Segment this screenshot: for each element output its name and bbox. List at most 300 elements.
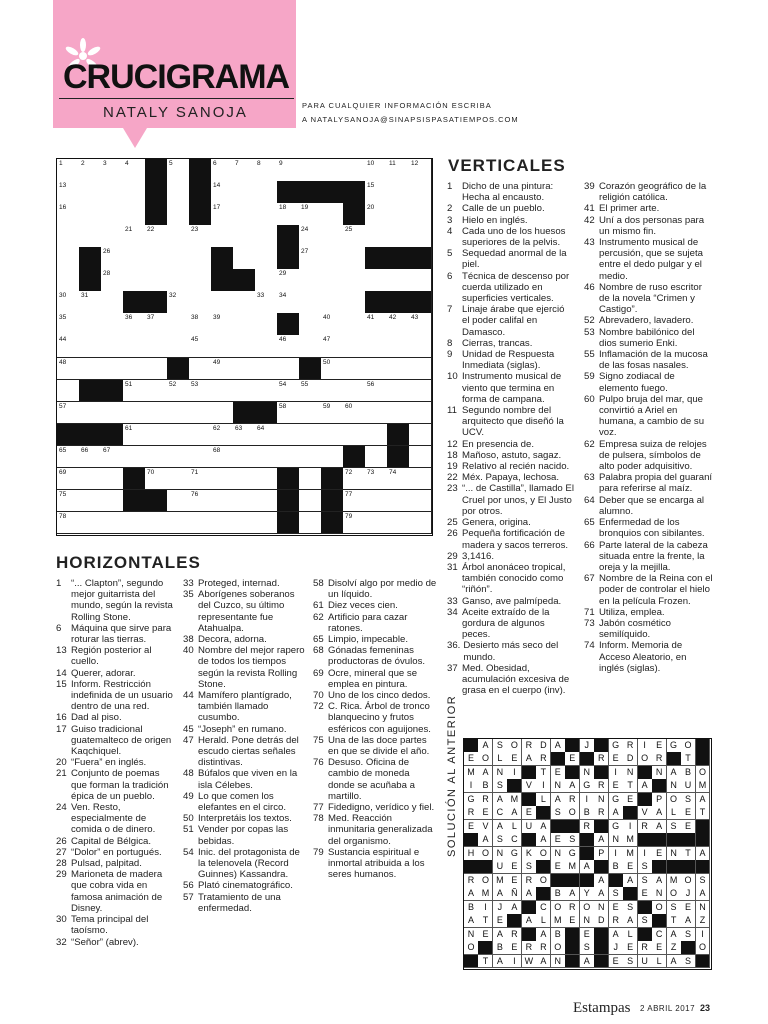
grid-cell	[123, 269, 146, 292]
grid-cell	[189, 313, 212, 336]
solution-letter: S	[623, 901, 638, 915]
grid-cell	[343, 468, 366, 491]
grid-cell	[387, 225, 410, 248]
clue-item	[584, 495, 714, 517]
clue-text: Aborígenes soberanos del Cuzco, su último representante fue Atahualpa.	[198, 589, 295, 634]
solution-letter: B	[609, 860, 624, 874]
clue-number: 52	[169, 380, 177, 388]
solution-letter: R	[536, 752, 551, 766]
clue-item	[313, 634, 438, 645]
solution-letter: O	[580, 901, 595, 915]
solution-letter: S	[667, 820, 682, 834]
clue-text: Med. Reacción inmunitaria generalizada del organismo.	[328, 813, 433, 847]
clue-number: 32	[169, 292, 177, 300]
solution-letter: O	[551, 901, 566, 915]
grid-cell	[57, 490, 80, 513]
grid-cell	[79, 291, 102, 314]
solution-letter: I	[638, 739, 653, 753]
clue-text: El primer arte.	[599, 203, 660, 215]
black-cell	[79, 424, 102, 447]
grid-cell	[167, 313, 190, 336]
solution-black-cell	[652, 779, 667, 793]
solution-letter: E	[565, 752, 580, 766]
grid-cell	[233, 380, 256, 403]
black-cell	[277, 313, 300, 336]
clue-item	[447, 663, 574, 697]
solution-letter: A	[681, 914, 696, 928]
grid-cell	[57, 512, 80, 535]
clue-number: 42	[584, 214, 595, 226]
solution-letter: R	[638, 941, 653, 955]
grid-cell	[387, 203, 410, 226]
clue-number: 63	[235, 424, 243, 432]
clue-number: 1	[56, 578, 62, 589]
clue-number: 46	[584, 281, 595, 293]
clue-number: 24	[56, 802, 67, 814]
black-cell	[277, 181, 300, 204]
grid-cell	[123, 512, 146, 535]
grid-cell	[79, 203, 102, 226]
magazine-name: Estampas	[573, 1000, 631, 1016]
solution-black-cell	[667, 860, 682, 874]
grid-cell	[211, 203, 234, 226]
clue-number: 26	[447, 528, 458, 540]
clue-item	[56, 578, 178, 623]
solution-letter: S	[681, 955, 696, 969]
solution-letter: O	[696, 941, 711, 955]
solution-letter: N	[623, 766, 638, 780]
black-cell	[167, 358, 190, 381]
contact-line: PARA CUALQUIER INFORMACIÓN ESCRIBA	[302, 101, 492, 110]
solution-letter: M	[623, 833, 638, 847]
clue-text: Cierras, trancas.	[462, 337, 533, 349]
black-cell	[387, 446, 410, 469]
grid-cell	[255, 468, 278, 491]
solution-letter: E	[609, 752, 624, 766]
grid-cell	[167, 446, 190, 469]
issue-date: 2 ABRIL 2017	[640, 1004, 696, 1013]
solution-grid	[463, 738, 712, 970]
clue-text: Ganso, ave palmípeda.	[462, 595, 562, 607]
grid-cell	[365, 159, 388, 182]
solution-black-cell	[522, 833, 537, 847]
clue-number: 65	[59, 446, 67, 454]
grid-cell	[255, 181, 278, 204]
clue-text: Región posterior al cuello.	[71, 645, 152, 668]
grid-cell	[101, 181, 124, 204]
grid-cell	[255, 424, 278, 447]
grid-cell	[145, 358, 168, 381]
black-cell	[277, 225, 300, 248]
clue-number: 16	[59, 204, 67, 212]
black-cell	[343, 181, 366, 204]
grid-cell	[299, 159, 322, 182]
grid-cell	[255, 446, 278, 469]
clue-item	[56, 937, 178, 948]
solution-letter: C	[493, 806, 508, 820]
solution-letter: C	[652, 928, 667, 942]
grid-cell	[365, 335, 388, 358]
grid-cell	[101, 490, 124, 513]
grid-cell	[57, 291, 80, 314]
clue-item	[447, 517, 574, 528]
grid-cell	[299, 291, 322, 314]
clue-text: Marioneta de madera que cobra vida en famosa animación de Disney.	[71, 869, 163, 914]
grid-cell	[255, 313, 278, 336]
grid-cell	[211, 424, 234, 447]
solution-black-cell	[623, 887, 638, 901]
solution-letter: N	[551, 847, 566, 861]
grid-cell	[57, 313, 80, 336]
grid-cell	[189, 335, 212, 358]
clue-item	[447, 640, 574, 662]
clue-item	[447, 203, 574, 214]
solution-black-cell	[638, 833, 653, 847]
clue-text: Nombre de ruso escritor de la novela “Crimen y Castigo”.	[599, 281, 702, 316]
solution-letter: A	[652, 820, 667, 834]
clue-text: Una de las doce partes en que se divide el año.	[328, 734, 430, 758]
grid-cell	[299, 402, 322, 425]
grid-cell	[365, 380, 388, 403]
grid-cell	[277, 402, 300, 425]
solution-letter: I	[478, 901, 493, 915]
clue-number: 39	[213, 314, 221, 322]
solution-letter: O	[667, 793, 682, 807]
clue-number: 7	[235, 160, 239, 167]
clue-number: 78	[59, 512, 67, 520]
clue-item	[584, 315, 714, 326]
solution-letter: P	[594, 847, 609, 861]
solution-letter: A	[536, 833, 551, 847]
grid-cell	[343, 380, 366, 403]
solution-letter: R	[594, 806, 609, 820]
clue-number: 15	[367, 182, 375, 190]
grid-cell	[277, 358, 300, 381]
solution-letter: L	[536, 914, 551, 928]
grid-cell	[189, 446, 212, 469]
clue-number: 76	[313, 757, 324, 769]
solution-letter: D	[594, 914, 609, 928]
solution-letter: A	[522, 752, 537, 766]
solution-letter: L	[536, 793, 551, 807]
clue-item	[584, 618, 714, 640]
clue-item	[447, 461, 574, 472]
clue-number: 31	[447, 561, 458, 573]
black-cell	[123, 468, 146, 491]
black-cell	[409, 291, 432, 314]
grid-cell	[321, 335, 344, 358]
grid-cell	[145, 269, 168, 292]
clue-item	[56, 668, 178, 679]
grid-cell	[167, 468, 190, 491]
clue-text: Unidad de Respuesta Inmediata (siglas).	[462, 349, 555, 372]
clue-number: 79	[345, 512, 353, 520]
solution-letter: E	[565, 914, 580, 928]
clue-number: 44	[59, 336, 67, 344]
clue-number: 7	[447, 304, 453, 316]
grid-cell	[233, 247, 256, 270]
solution-black-cell	[565, 928, 580, 942]
black-cell	[233, 269, 256, 292]
grid-cell	[343, 490, 366, 513]
grid-cell	[277, 424, 300, 447]
grid-cell	[189, 291, 212, 314]
grid-cell	[321, 446, 344, 469]
grid-cell	[211, 358, 234, 381]
clue-text: Pulpo bruja del mar, que convirtió a Ariel en humana, a cambio de su voz.	[599, 393, 705, 439]
clue-number: 21	[56, 768, 67, 780]
solution-letter: S	[681, 928, 696, 942]
clue-number: 66	[584, 539, 595, 551]
black-cell	[299, 181, 322, 204]
clue-item	[183, 824, 308, 846]
grid-cell	[101, 468, 124, 491]
solution-black-cell	[638, 901, 653, 915]
clue-number: 37	[147, 314, 155, 322]
solution-letter: Z	[667, 941, 682, 955]
solution-letter: N	[609, 833, 624, 847]
solution-letter: E	[522, 806, 537, 820]
solution-letter: E	[507, 874, 522, 888]
clue-text: Corazón geográfico de la religión católica.	[599, 181, 707, 204]
clue-text: Parte lateral de la cabeza situada entre la frente, la oreja y la mejilla.	[599, 539, 708, 573]
solution-letter: A	[493, 820, 508, 834]
solution-letter: E	[681, 806, 696, 820]
solution-letter: A	[565, 887, 580, 901]
grid-cell	[211, 313, 234, 336]
clue-number: 24	[301, 226, 309, 234]
clue-text: “... Clapton”, segundo mejor guitarrista del mundo, según la revista Rolling Stone.	[71, 578, 173, 623]
clue-number: 42	[389, 314, 397, 322]
solution-letter: S	[609, 887, 624, 901]
grid-cell	[365, 203, 388, 226]
solution-letter: O	[667, 887, 682, 901]
solution-letter: D	[623, 752, 638, 766]
solution-black-cell	[580, 833, 595, 847]
solution-letter: E	[652, 941, 667, 955]
verticales-heading: VERTICALES	[448, 156, 566, 175]
grid-cell	[211, 490, 234, 513]
solution-letter: E	[507, 860, 522, 874]
solution-letter: E	[580, 928, 595, 942]
clue-text: 3,1416.	[462, 550, 495, 562]
grid-cell	[409, 313, 432, 336]
clue-number: 8	[447, 337, 453, 349]
solution-letter: A	[594, 833, 609, 847]
clue-number: 63	[584, 472, 595, 484]
grid-cell	[101, 291, 124, 314]
clue-number: 60	[584, 393, 595, 405]
grid-cell	[409, 490, 432, 513]
clue-number: 77	[345, 490, 353, 498]
clue-number: 56	[183, 880, 194, 892]
clue-item	[584, 439, 714, 473]
solution-letter: R	[522, 941, 537, 955]
contact-info	[302, 99, 519, 127]
solution-black-cell	[464, 860, 479, 874]
clue-text: “Fuera” en inglés.	[71, 757, 147, 769]
solution-letter: B	[478, 779, 493, 793]
clue-number: 25	[447, 517, 458, 529]
grid-cell	[101, 335, 124, 358]
solution-black-cell	[522, 928, 537, 942]
clue-text: Ven. Resto, especialmente de comida o de dinero.	[71, 802, 156, 836]
grid-cell	[57, 358, 80, 381]
solution-letter: I	[609, 766, 624, 780]
grid-cell	[189, 358, 212, 381]
solution-letter: E	[623, 793, 638, 807]
solution-black-cell	[565, 766, 580, 780]
grid-cell	[387, 490, 410, 513]
grid-cell	[409, 402, 432, 425]
grid-cell	[365, 402, 388, 425]
clue-item	[183, 813, 308, 824]
solution-letter: R	[522, 739, 537, 753]
grid-cell	[409, 424, 432, 447]
solution-letter: S	[638, 914, 653, 928]
clue-number: 40	[183, 645, 194, 657]
solution-letter: A	[667, 766, 682, 780]
solution-black-cell	[696, 860, 711, 874]
solution-black-cell	[565, 955, 580, 969]
solution-letter: M	[696, 779, 711, 793]
solution-letter: E	[551, 833, 566, 847]
solution-letter: O	[638, 752, 653, 766]
clue-number: 70	[313, 690, 324, 702]
clue-text: Signo zodiacal de elemento fuego.	[599, 371, 675, 394]
black-cell	[189, 203, 212, 226]
horizontales-heading: HORIZONTALES	[56, 553, 201, 572]
grid-cell	[321, 380, 344, 403]
clue-text: Sequedad anormal de la piel.	[462, 248, 567, 271]
clue-text: Utiliza, emplea.	[599, 606, 665, 618]
solution-black-cell	[478, 860, 493, 874]
grid-cell	[255, 490, 278, 513]
clue-number: 3	[103, 160, 107, 167]
clue-item	[313, 813, 438, 847]
clue-number: 43	[584, 237, 595, 249]
solution-letter: T	[681, 752, 696, 766]
solution-black-cell	[696, 820, 711, 834]
grid-cell	[299, 203, 322, 226]
solution-letter: L	[493, 752, 508, 766]
clue-number: 59	[323, 402, 331, 410]
grid-cell	[387, 335, 410, 358]
clue-number: 58	[313, 578, 324, 589]
solution-letter: N	[580, 914, 595, 928]
clue-number: 72	[313, 701, 324, 713]
black-cell	[277, 468, 300, 491]
clue-text: Decora, adorna.	[198, 634, 267, 646]
solution-letter: O	[507, 739, 522, 753]
crossword-grid	[56, 158, 433, 536]
solution-letter: A	[507, 806, 522, 820]
clue-number: 54	[279, 380, 287, 388]
solution-black-cell	[464, 739, 479, 753]
clue-number: 65	[313, 634, 324, 646]
solution-letter: I	[638, 847, 653, 861]
solution-letter: A	[493, 928, 508, 942]
solution-letter: Y	[580, 887, 595, 901]
clue-number: 22	[447, 472, 458, 484]
grid-cell	[233, 225, 256, 248]
grid-cell	[409, 181, 432, 204]
grid-cell	[145, 424, 168, 447]
clue-item	[584, 517, 714, 539]
clue-number: 16	[56, 712, 67, 724]
grid-cell	[101, 358, 124, 381]
solution-black-cell	[696, 833, 711, 847]
solution-letter: K	[522, 847, 537, 861]
clue-text: Artificio para cazar ratones.	[328, 611, 408, 634]
grid-cell	[57, 203, 80, 226]
solution-letter: E	[493, 914, 508, 928]
solution-letter: I	[464, 779, 479, 793]
clue-number: 57	[59, 402, 67, 410]
clue-text: Sustancia espiritual e inmortal atribuida a los seres humanos.	[328, 846, 425, 881]
solution-black-cell	[696, 955, 711, 969]
grid-cell	[255, 225, 278, 248]
grid-cell	[167, 512, 190, 535]
black-cell	[321, 512, 344, 535]
grid-cell	[79, 181, 102, 204]
clue-item	[313, 757, 438, 802]
solution-letter: D	[536, 739, 551, 753]
clue-text: C. Rica. Árbol de tronco blanquecino y frutos esféricos con aguijones.	[328, 701, 431, 735]
clue-number: 34	[447, 606, 458, 618]
clue-item	[447, 450, 574, 461]
solution-letter: I	[507, 955, 522, 969]
grid-cell	[233, 446, 256, 469]
grid-cell	[101, 225, 124, 248]
solution-letter: E	[507, 752, 522, 766]
solution-letter: S	[696, 874, 711, 888]
grid-cell	[167, 402, 190, 425]
clue-item	[313, 600, 438, 611]
solution-letter: I	[696, 928, 711, 942]
grid-cell	[233, 358, 256, 381]
clue-text: “Joseph” en rumano.	[198, 723, 287, 735]
clue-text: Enfermedad de los bronquios con sibilantes.	[599, 517, 705, 540]
solution-letter: A	[478, 739, 493, 753]
black-cell	[365, 247, 388, 270]
clue-number: 49	[213, 358, 221, 366]
clue-number: 19	[301, 204, 309, 212]
clue-text: Búfalos que viven en la isla Célebes.	[198, 768, 298, 791]
solution-letter: E	[551, 766, 566, 780]
grid-cell	[57, 380, 80, 403]
clue-number: 27	[56, 846, 67, 858]
clue-number: 61	[125, 424, 133, 432]
solution-letter: E	[609, 779, 624, 793]
clue-number: 33	[257, 292, 265, 300]
grid-cell	[189, 380, 212, 403]
black-cell	[321, 490, 344, 513]
grid-cell	[57, 468, 80, 491]
clue-text: Relativo al recién nacido.	[462, 461, 570, 473]
grid-cell	[57, 159, 80, 182]
grid-cell	[277, 159, 300, 182]
grid-cell	[57, 269, 80, 292]
black-cell	[101, 380, 124, 403]
clue-number: 55	[301, 380, 309, 388]
grid-cell	[255, 247, 278, 270]
clue-number: 40	[323, 314, 331, 322]
grid-cell	[343, 512, 366, 535]
black-cell	[123, 490, 146, 513]
solution-letter: J	[493, 901, 508, 915]
black-cell	[189, 181, 212, 204]
